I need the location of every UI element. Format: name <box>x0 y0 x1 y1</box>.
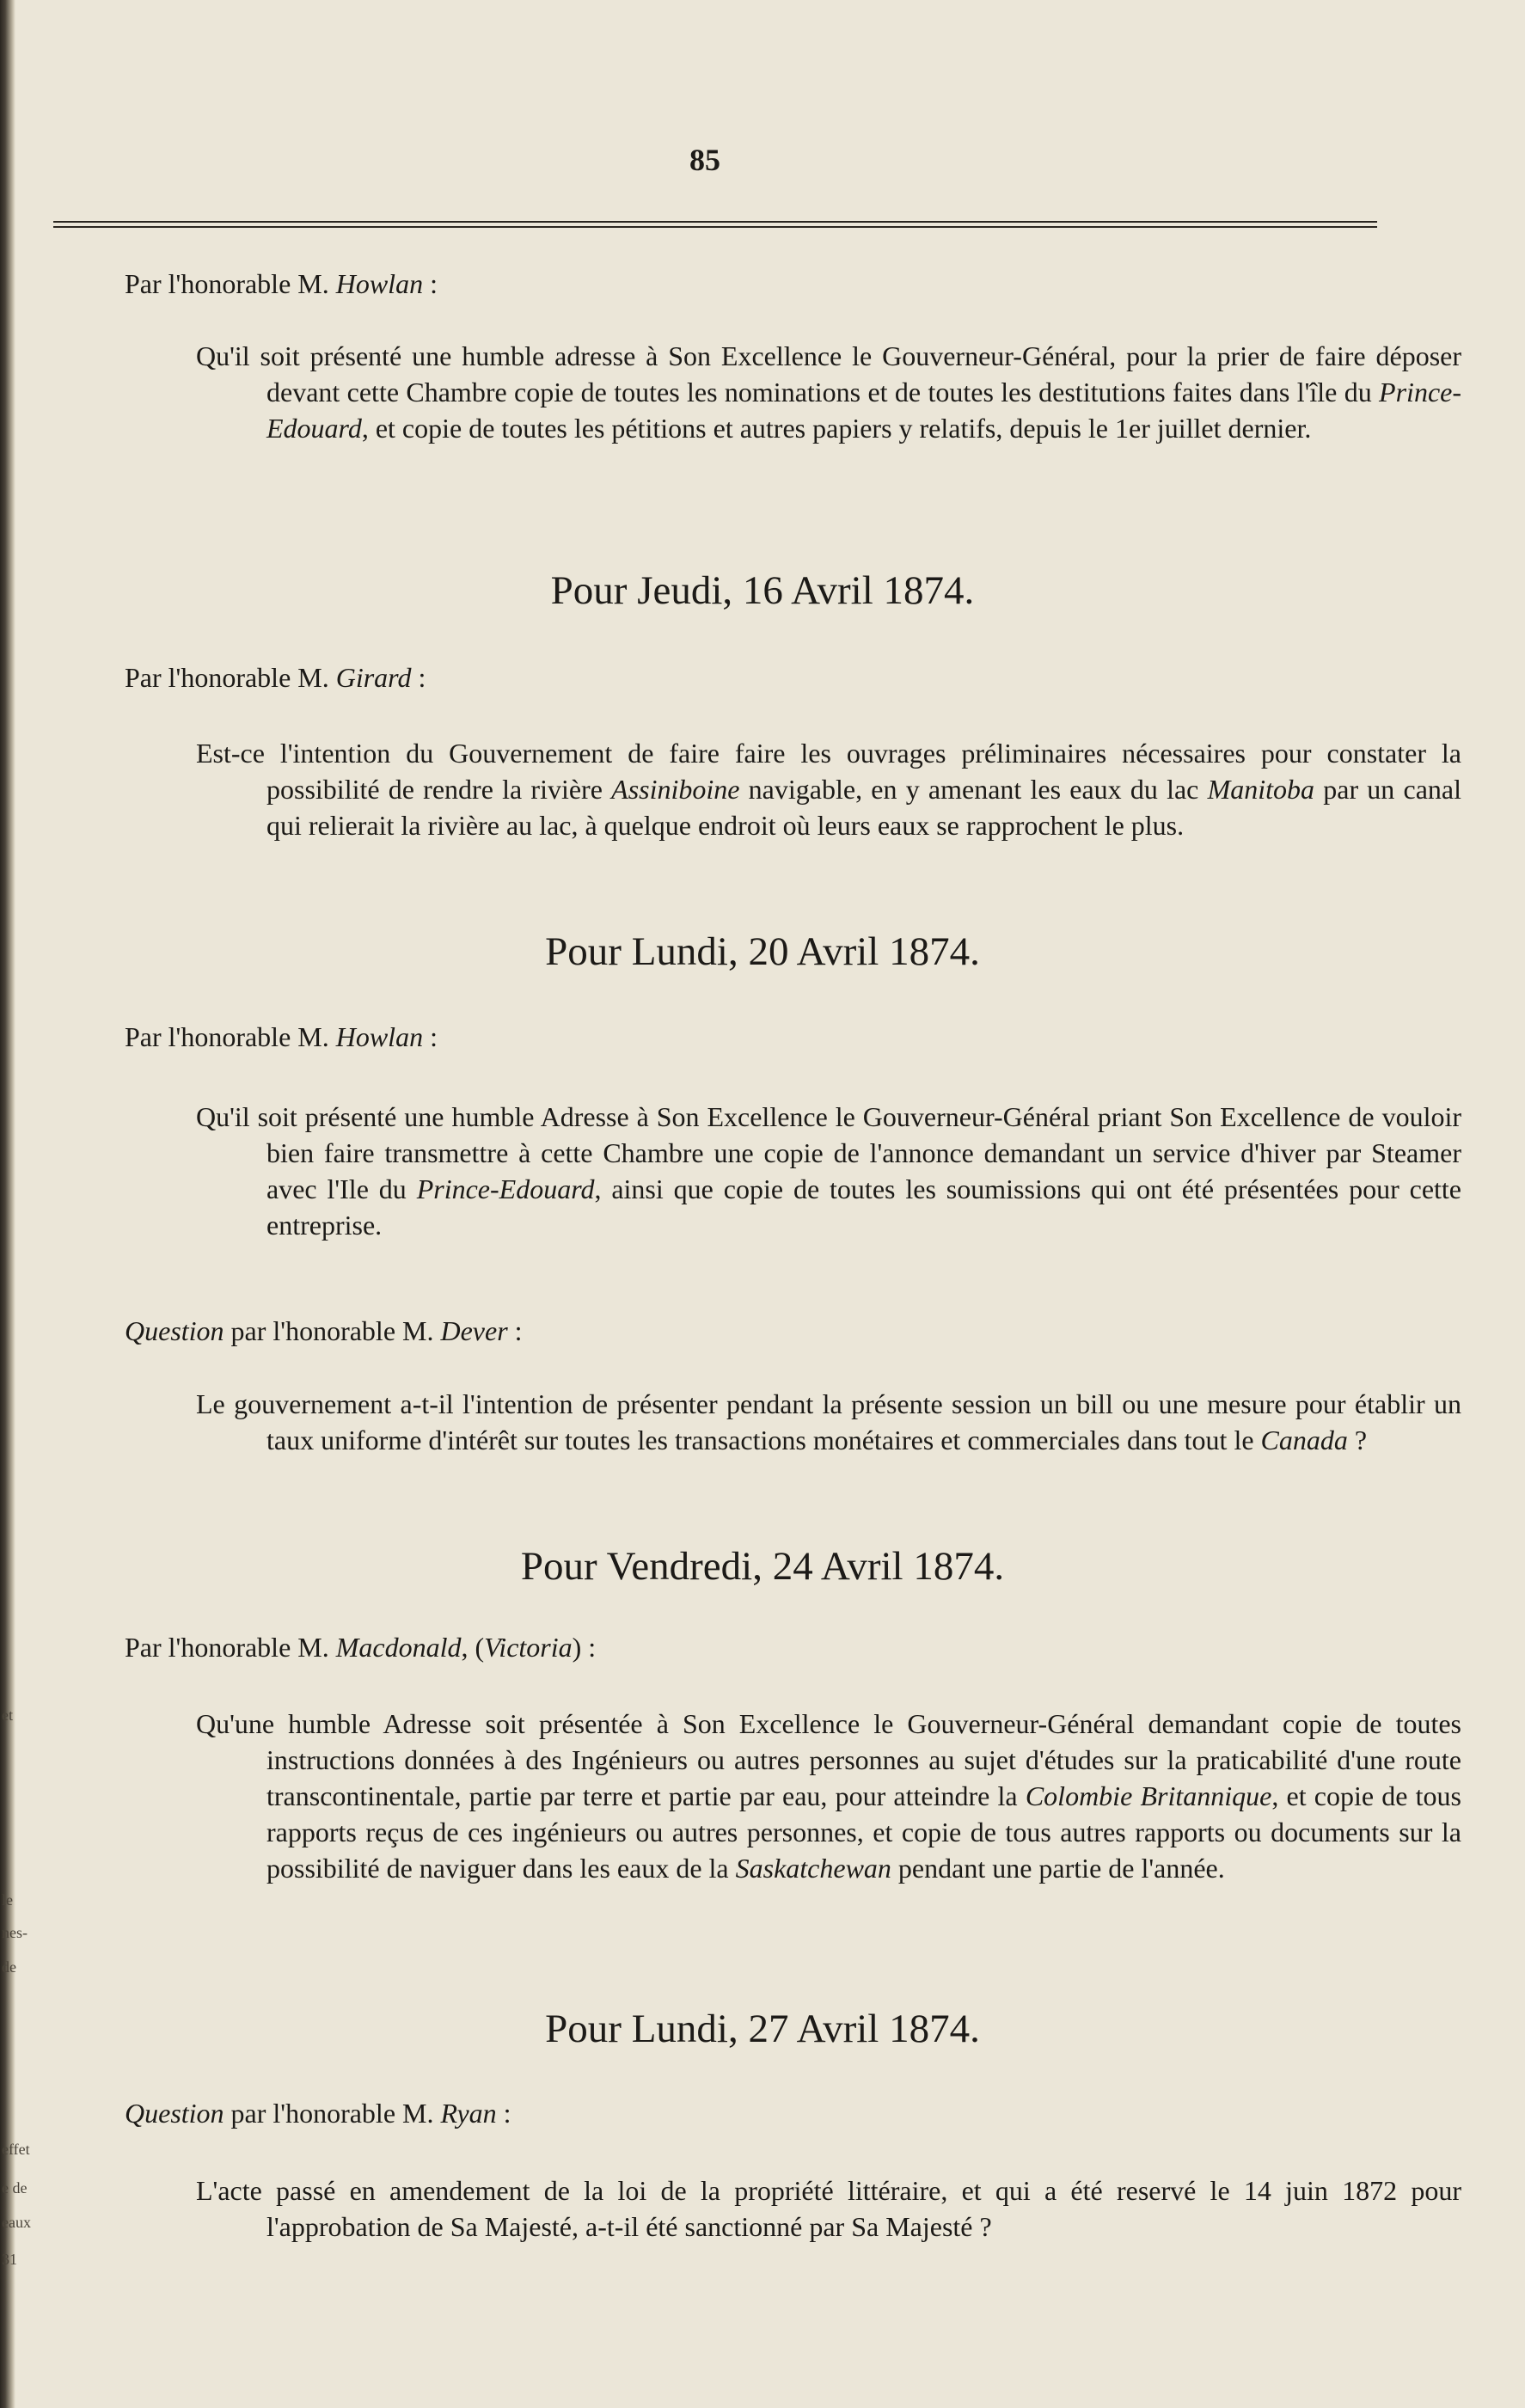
author-name: Girard <box>335 662 412 693</box>
header-rule <box>53 221 1377 228</box>
text-run: Qu'une humble Adresse soit présentée à Son Excellence le Gouverneur-Général demandant copie de toutes instructions données à des Ingénieurs ou autres personnes au sujet d'études sur la praticabilité d'une route transcontinentale, partie par terre et partie par eau, pour atteindre la <box>196 1708 1461 1811</box>
author-name: Ryan <box>440 2098 497 2129</box>
margin-note: eaux <box>2 2214 31 2231</box>
author-suffix: : <box>496 2098 511 2129</box>
text-run: pendant une partie de l'année. <box>891 1853 1225 1884</box>
motion-text <box>196 735 1461 843</box>
text-run: navigable, en y amenant les eaux du lac <box>739 774 1208 805</box>
author-riding: Victoria <box>484 1632 573 1663</box>
italic-text-run: Saskatchewan <box>735 1853 891 1884</box>
question-text <box>196 2172 1461 2245</box>
question-text <box>196 1386 1461 1458</box>
author-suffix: : <box>423 268 438 299</box>
text-run: Est-ce l'intention du Gouvernement de faire faire les ouvrages préliminaires nécessaires pour constater la possibilité de rendre la rivière <box>196 738 1461 805</box>
motion-text <box>196 1099 1461 1243</box>
author-prefix: Par l'honorable M. <box>125 268 336 299</box>
question-author <box>125 1315 523 1347</box>
date-heading: Pour Lundi, 20 Avril 1874. <box>545 929 980 974</box>
text-run: par un canal qui relierait la rivière au lac, à quelque endroit où leurs eaux se rapprochent le plus. <box>266 774 1462 841</box>
author-name: Macdonald <box>335 1632 462 1663</box>
italic-text-run: Canada <box>1260 1425 1348 1455</box>
author-name: Howlan <box>335 1021 424 1052</box>
text-run: Qu'il soit présenté une humble adresse à Son Excellence le Gouverneur-Général, pour la prier de faire déposer devant cette Chambre copie de toutes les nominations et de toutes les destitutions faites dans l'île du <box>196 340 1461 407</box>
motion-author <box>125 662 426 694</box>
margin-note: de <box>2 1958 16 1976</box>
author-name: Dever <box>440 1315 508 1346</box>
text-run: , et copie de tous rapports reçus de ces ingénieurs ou autres personnes, et copie de tous autres rapports ou documents sur la possibilité de naviguer dans les eaux de la <box>266 1780 1462 1884</box>
page-number: 85 <box>689 143 720 177</box>
margin-note: nes- <box>2 1924 28 1941</box>
margin-note: 31 <box>2 2251 17 2268</box>
author-suffix: : <box>411 662 426 693</box>
italic-text-run: Colombie Britannique <box>1025 1780 1272 1811</box>
italic-text-run: Prince-Edouard <box>416 1173 595 1204</box>
author-suffix: , ( <box>461 1632 485 1663</box>
margin-note: et <box>2 1706 13 1724</box>
author-prefix: par l'honorable M. <box>224 2098 441 2129</box>
date-heading: Pour Jeudi, 16 Avril 1874. <box>550 568 975 613</box>
author-suffix-2: ) : <box>572 1632 597 1663</box>
author-prefix: Par l'honorable M. <box>125 1632 336 1663</box>
text-run: , et copie de toutes les pétitions et autres papiers y relatifs, depuis le 1er juillet dernier. <box>361 413 1312 444</box>
date-heading: Pour Vendredi, 24 Avril 1874. <box>520 1544 1005 1589</box>
motion-text <box>196 338 1461 446</box>
italic-text-run: Prince-Edouard <box>266 377 1461 444</box>
author-prefix: Par l'honorable M. <box>125 662 336 693</box>
question-label: Question <box>125 2098 224 2129</box>
author-suffix: : <box>423 1021 438 1052</box>
motion-author <box>125 268 438 300</box>
text-run: Le gouvernement a-t-il l'intention de présenter pendant la présente session un bill ou une mesure pour établir un taux uniforme d'intérêt sur toutes les transactions monétaires et commerciales dans tout le <box>196 1388 1461 1455</box>
motion-text <box>196 1706 1461 1886</box>
author-prefix: Par l'honorable M. <box>125 1021 336 1052</box>
margin-note: e de <box>2 2179 28 2197</box>
author-prefix: par l'honorable M. <box>224 1315 441 1346</box>
motion-author <box>125 1632 596 1664</box>
author-suffix: : <box>507 1315 523 1346</box>
text-run: ? <box>1347 1425 1368 1455</box>
text-run: , ainsi que copie de toutes les soumissions qui ont été présentées pour cette entreprise. <box>266 1173 1462 1241</box>
margin-note: le <box>2 1891 13 1909</box>
margin-note: effet <box>2 2141 30 2158</box>
italic-text-run: Assiniboine <box>611 774 740 805</box>
date-heading: Pour Lundi, 27 Avril 1874. <box>545 2007 980 2051</box>
author-name: Howlan <box>335 268 424 299</box>
text-run: L'acte passé en amendement de la loi de la propriété littéraire, et qui a été reservé le 14 juin 1872 pour l'approbation de Sa Majesté, a-t-il été sanctionné par Sa Majesté ? <box>196 2175 1461 2242</box>
question-label: Question <box>125 1315 224 1346</box>
motion-author <box>125 1021 438 1053</box>
text-run: Qu'il soit présenté une humble Adresse à Son Excellence le Gouverneur-Général priant Son Excellence de vouloir bien faire transmettre à cette Chambre une copie de l'annonce demandant un service d'hiver par Steamer avec l'Ile du <box>196 1101 1461 1204</box>
italic-text-run: Manitoba <box>1207 774 1315 805</box>
question-author <box>125 2098 511 2129</box>
